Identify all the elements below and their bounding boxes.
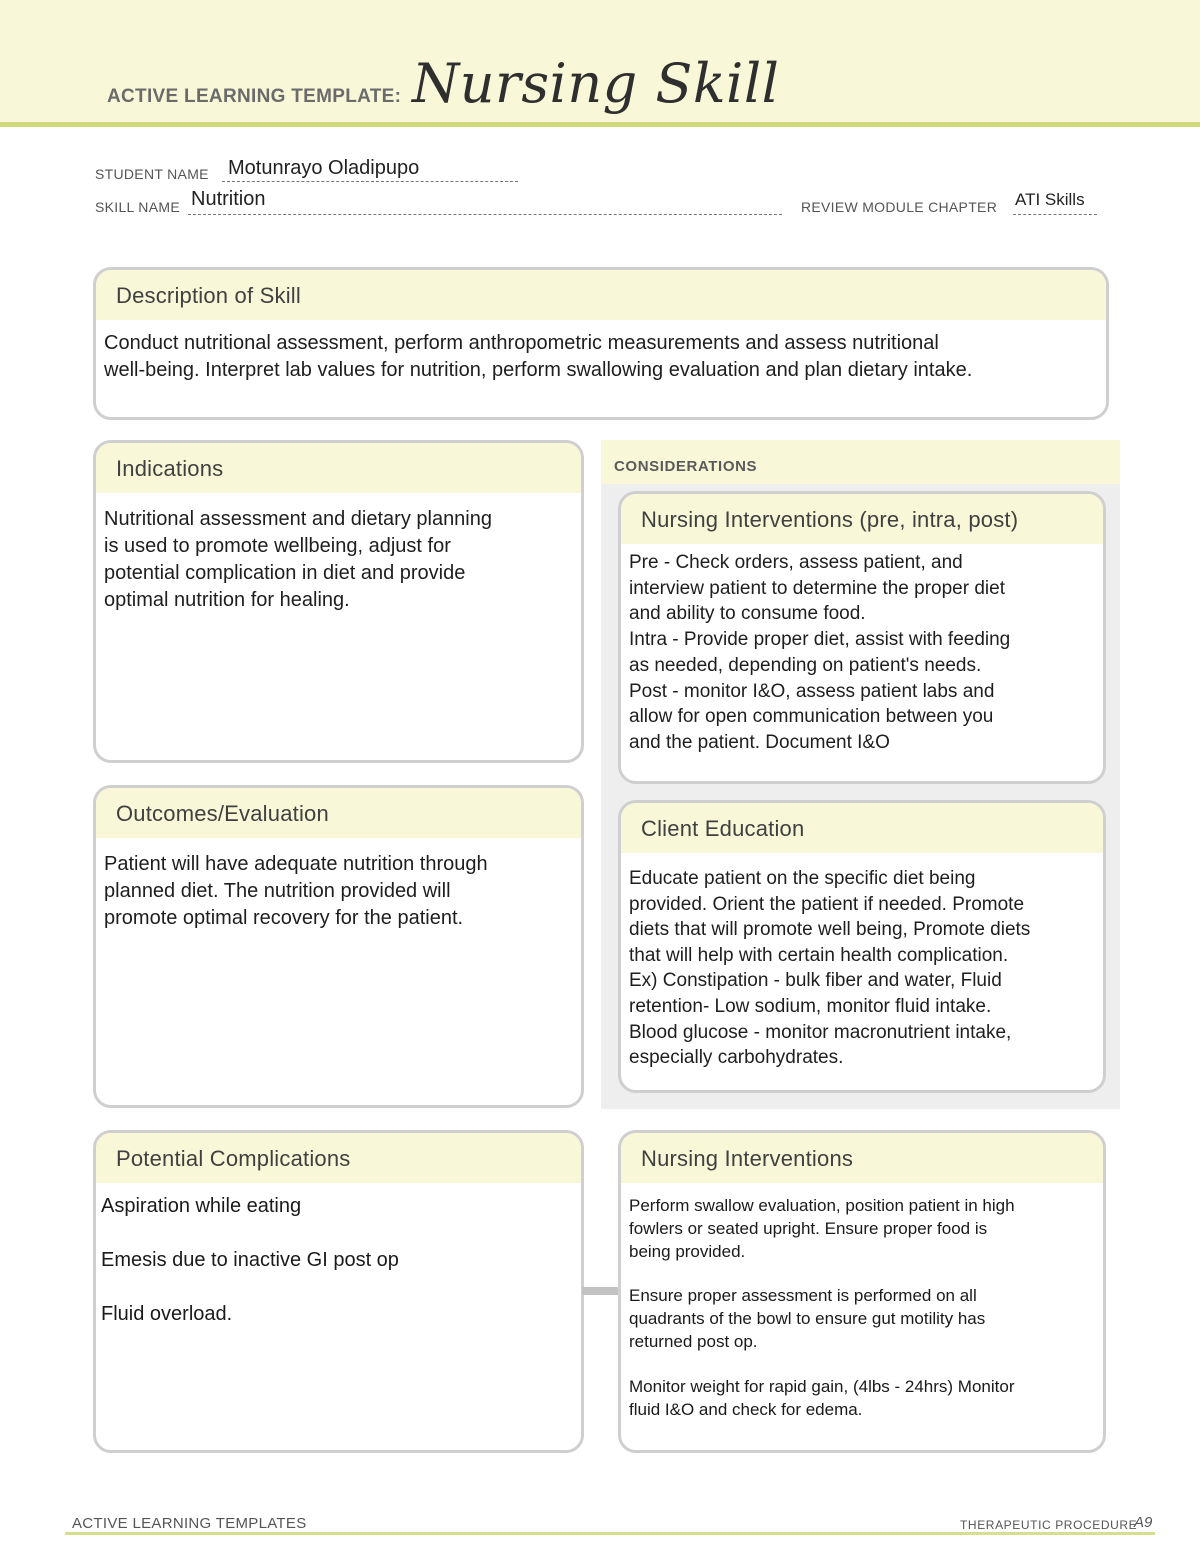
chapter-label: REVIEW MODULE CHAPTER bbox=[801, 199, 998, 215]
outcomes-body[interactable]: Patient will have adequate nutrition through planned diet. The nutrition provided will promote optimal recovery for the patient. bbox=[104, 853, 488, 929]
chapter-value[interactable]: ATI Skills bbox=[1015, 190, 1085, 209]
nursing-intervention-paragraph[interactable]: Ensure proper assessment is performed on all quadrants of the bowl to ensure gut motility has returned post op. bbox=[629, 1286, 986, 1351]
considerations-label: CONSIDERATIONS bbox=[614, 458, 758, 475]
nursing-intervention-paragraph[interactable]: Perform swallow evaluation, position patient in high fowlers or seated upright. Ensure proper food is being provided. bbox=[629, 1196, 1015, 1261]
nursing-interventions-body bbox=[621, 1183, 1103, 1421]
client-education-box bbox=[618, 800, 1106, 1093]
client-education-body[interactable]: Educate patient on the specific diet being provided. Orient the patient if needed. Promote diets that will promote well being, Promote diets that will help with certain health complication. Ex) Constipation - bulk fiber and water, Fluid retention- Low sodium, monitor fluid intake. Blood glucose - monitor macronutrient intake, especially carbohydrates. bbox=[629, 868, 1031, 1069]
client-education-heading: Client Education bbox=[621, 803, 1103, 853]
outcomes-heading: Outcomes/Evaluation bbox=[96, 788, 581, 838]
nursing-intervention-paragraph[interactable]: Monitor weight for rapid gain, (4lbs - 24hrs) Monitor fluid I&O and check for edema. bbox=[629, 1376, 1015, 1419]
description-box bbox=[93, 267, 1109, 420]
complications-list bbox=[96, 1183, 581, 1328]
skill-name-value[interactable]: Nutrition bbox=[191, 188, 266, 210]
footer-left: ACTIVE LEARNING TEMPLATES bbox=[72, 1515, 307, 1532]
footer-rule bbox=[65, 1532, 1155, 1535]
outcomes-box bbox=[93, 785, 584, 1108]
complications-box bbox=[93, 1130, 584, 1453]
skill-name-label: SKILL NAME bbox=[95, 199, 180, 215]
nursing-interventions-box bbox=[618, 1130, 1106, 1453]
description-heading: Description of Skill bbox=[96, 270, 1106, 320]
nursing-interventions-ppp-box bbox=[618, 491, 1106, 784]
footer-right: THERAPEUTIC PROCEDURE bbox=[960, 1518, 1138, 1532]
complication-item[interactable]: Aspiration while eating bbox=[101, 1195, 302, 1217]
student-name-underline bbox=[222, 181, 518, 182]
skill-name-underline bbox=[188, 214, 782, 215]
indications-heading: Indications bbox=[96, 443, 581, 493]
template-title: Nursing Skill bbox=[412, 52, 780, 115]
page-number: A9 bbox=[1134, 1514, 1153, 1531]
complication-item[interactable]: Emesis due to inactive GI post op bbox=[101, 1249, 399, 1271]
indications-body[interactable]: Nutritional assessment and dietary planning is used to promote wellbeing, adjust for potential complication in diet and provide optimal nutrition for healing. bbox=[104, 508, 492, 611]
template-label: ACTIVE LEARNING TEMPLATE: bbox=[107, 86, 402, 107]
complication-item[interactable]: Fluid overload. bbox=[101, 1303, 233, 1325]
connector-bar bbox=[582, 1287, 622, 1295]
complications-heading: Potential Complications bbox=[96, 1133, 581, 1183]
chapter-underline bbox=[1013, 214, 1097, 215]
indications-box bbox=[93, 440, 584, 763]
nursing-interventions-ppp-heading: Nursing Interventions (pre, intra, post) bbox=[621, 494, 1103, 544]
nursing-interventions-heading: Nursing Interventions bbox=[621, 1133, 1103, 1183]
student-name-label: STUDENT NAME bbox=[95, 166, 209, 182]
description-body[interactable]: Conduct nutritional assessment, perform anthropometric measurements and assess nutritional well-being. Interpret lab values for nutrition, perform swallowing evaluation and plan dietary intake. bbox=[104, 332, 973, 381]
student-name-value[interactable]: Motunrayo Oladipupo bbox=[228, 157, 420, 179]
nursing-interventions-ppp-body[interactable]: Pre - Check orders, assess patient, and interview patient to determine the proper diet and ability to consume food. Intra - Provide proper diet, assist with feeding as needed, depending on patient's needs. Post - monitor I&O, assess patient labs and allow for open communication between you and the patient. Document I&O bbox=[629, 552, 1011, 753]
